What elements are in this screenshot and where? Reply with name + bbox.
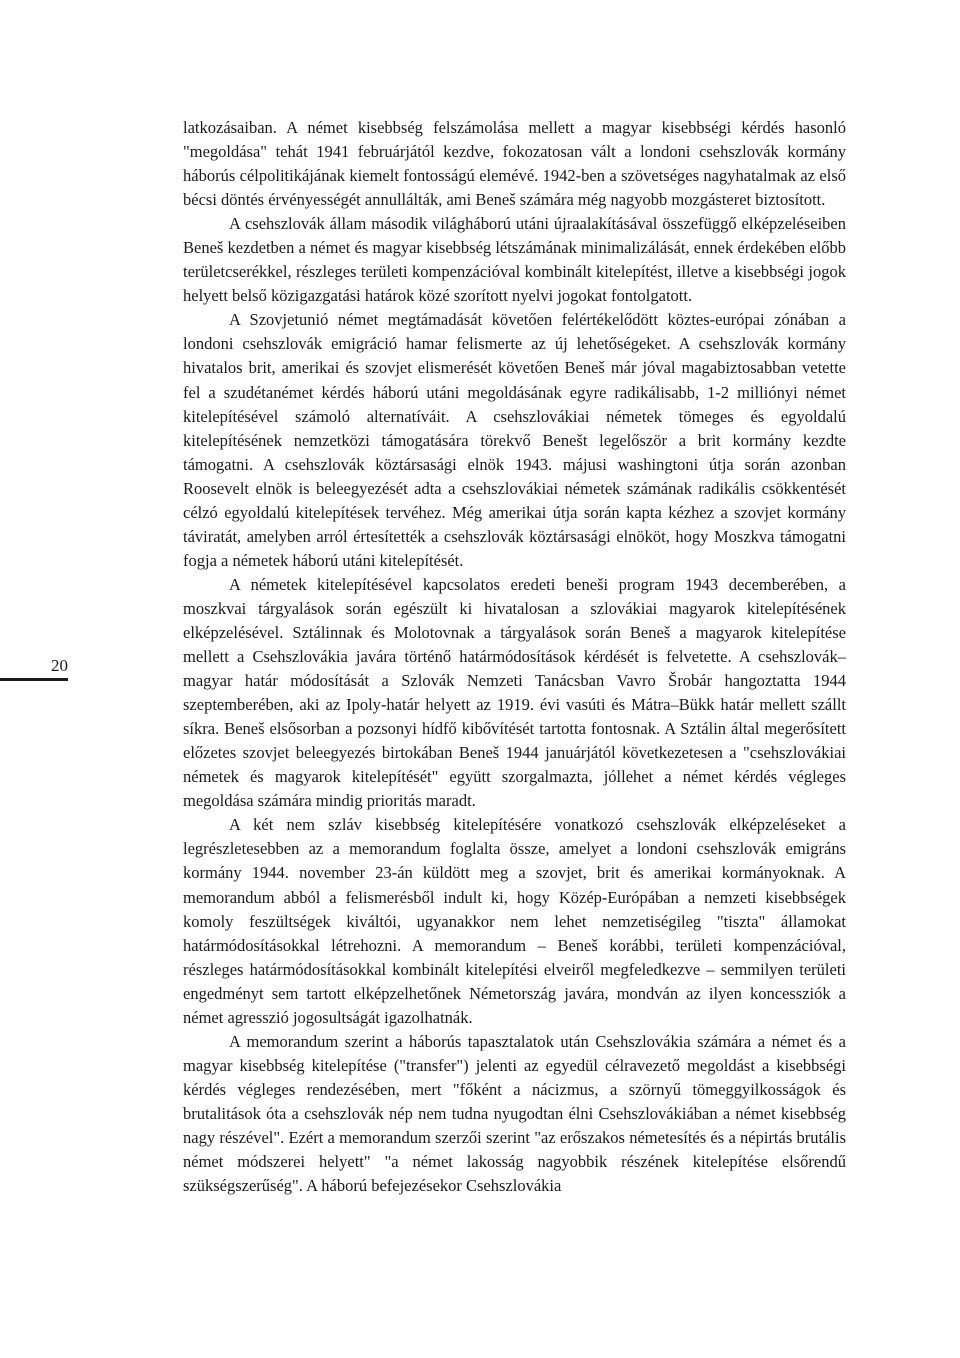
paragraph: A memorandum szerint a háborús tapasztalatok után Csehszlovákia számára a német és a magyar kisebbség kitelepítése ("transfer") jelenti az egyedül célravezető megoldást a kisebbségi kérdés végleges rendezésében, mert "főként a nácizmus, a szörnyű tömeggyilkosságok és brutalitások óta a csehszlovák nép nem tudna nyugodtan élni Csehszlovákiában a német kisebbség nagy részével". Ezért a memorandum szerzői szerint "az erőszakos németesítés és a népirtás brutális német módszerei helyett" "a német lakosság nagyobbik részének kitelepítése elsőrendű szükségszerűség". A háború befejezésekor Csehszlovákia — [183, 1031, 846, 1196]
page-number: 20 — [51, 656, 68, 675]
paragraph: A németek kitelepítésével kapcsolatos eredeti beneši program 1943 decemberében, a moszkvai tárgyalások során egészült ki hivatalosan a szlovákiai magyarok kitelepítésének elképzelésével. Sztálinnak és Molotovnak a tárgyalások során Beneš a magyarok kitelepítése mellett a Csehszlovákia javára történő határmódosítások kérdését is felvetette. A csehszlovák–magyar határ módosítását a Szlovák Nemzeti Tanácsban Vavro Šrobár hangoztatta 1944 szeptemberében, aki az Ipoly-határ helyett az 1919. évi vasúti és Mátra–Bükk határ mellett szállt síkra. Beneš elsősorban a pozsonyi hídfő kibővítését tartotta fontosnak. A Sztálin által megerősített előzetes szovjet beleegyezés birtokában Beneš 1944 januárjától következetesen a "csehszlovákiai németek és magyarok kitelepítését" együtt szorgalmazta, jóllehet a német kérdés végleges megoldása számára mindig prioritás maradt. — [183, 574, 846, 811]
body-text — [183, 116, 846, 1198]
paragraph: A csehszlovák állam második világháború utáni újraalakításával összefüggő elképzeléseiben Beneš kezdetben a német és magyar kisebbség létszámának minimalizálását, ennek érdekében előbb területcserékkel, részleges területi kompenzációval kombinált kitelepítést, illetve a kisebbségi jogok helyett belső közigazgatási határok közé szorított nyelvi jogokat fontolgatott. — [183, 214, 846, 306]
paragraph: A két nem szláv kisebbség kitelepítésére vonatkozó csehszlovák elképzeléseket a legrészletesebben az a memorandum foglalta össze, amelyet a londoni csehszlovák emigráns kormány 1944. november 23-án küldött meg a szovjet, brit és amerikai kormányoknak. A memorandum abból a felismerésből indult ki, hogy Közép-Európában a nemzeti kisebbségek komoly feszültségek kiváltói, ugyanakkor nem lehet nemzetiségileg "tiszta" államokat határmódosításokkal létrehozni. A memorandum – Beneš korábbi, területi kompenzációval, részleges határmódosításokkal kombinált kitelepítési elveiről megfeledkezve – semmilyen területi engedményt sem tartott elképzelhetőnek Németország javára, mondván az ilyen koncessziók a német agresszió jogosultságát igazolhatnák. — [183, 815, 846, 1027]
page-number-rule — [0, 678, 68, 681]
paragraph-continuation: latkozásaiban. A német kisebbség felszámolása mellett a magyar kisebbségi kérdés hasonló "megoldása" tehát 1941 februárjától kezdve, fokozatosan vált a londoni csehszlovák kormány háborús célpolitikájának kiemelt fontosságú elemévé. 1942-ben a szövetséges nagyhatalmak az első bécsi döntés érvényességét annullálták, ami Beneš számára még nagyobb mozgásteret biztosított. — [183, 118, 846, 210]
paragraph: A Szovjetunió német megtámadását követően felértékelődött köztes-európai zónában a londoni csehszlovák emigráció hamar felismerte az új lehetőségeket. A csehszlovák kormány hivatalos brit, amerikai és szovjet elismerését követően Beneš már jóval magabiztosabban vetette fel a szudétanémet kérdés háború utáni megoldásának egyre radikálisabb, 1-2 milliónyi német kitelepítésével számoló alternatíváit. A csehszlovákiai németek tömeges és egyoldalú kitelepítésének nemzetközi támogatására törekvő Benešt legelőször a brit kormány kezdte támogatni. A csehszlovák köztársasági elnök 1943. májusi washingtoni útja során azonban Roosevelt elnök is beleegyezését adta a csehszlovákiai németek számának radikális csökkentését célzó egyoldalú kitelepítések tervéhez. Még amerikai útja során kapta kézhez a szovjet kormány táviratát, amelyben arról értesítették a csehszlovák köztársasági elnököt, hogy Moszkva támogatni fogja a németek háború utáni kitelepítését. — [183, 310, 846, 570]
